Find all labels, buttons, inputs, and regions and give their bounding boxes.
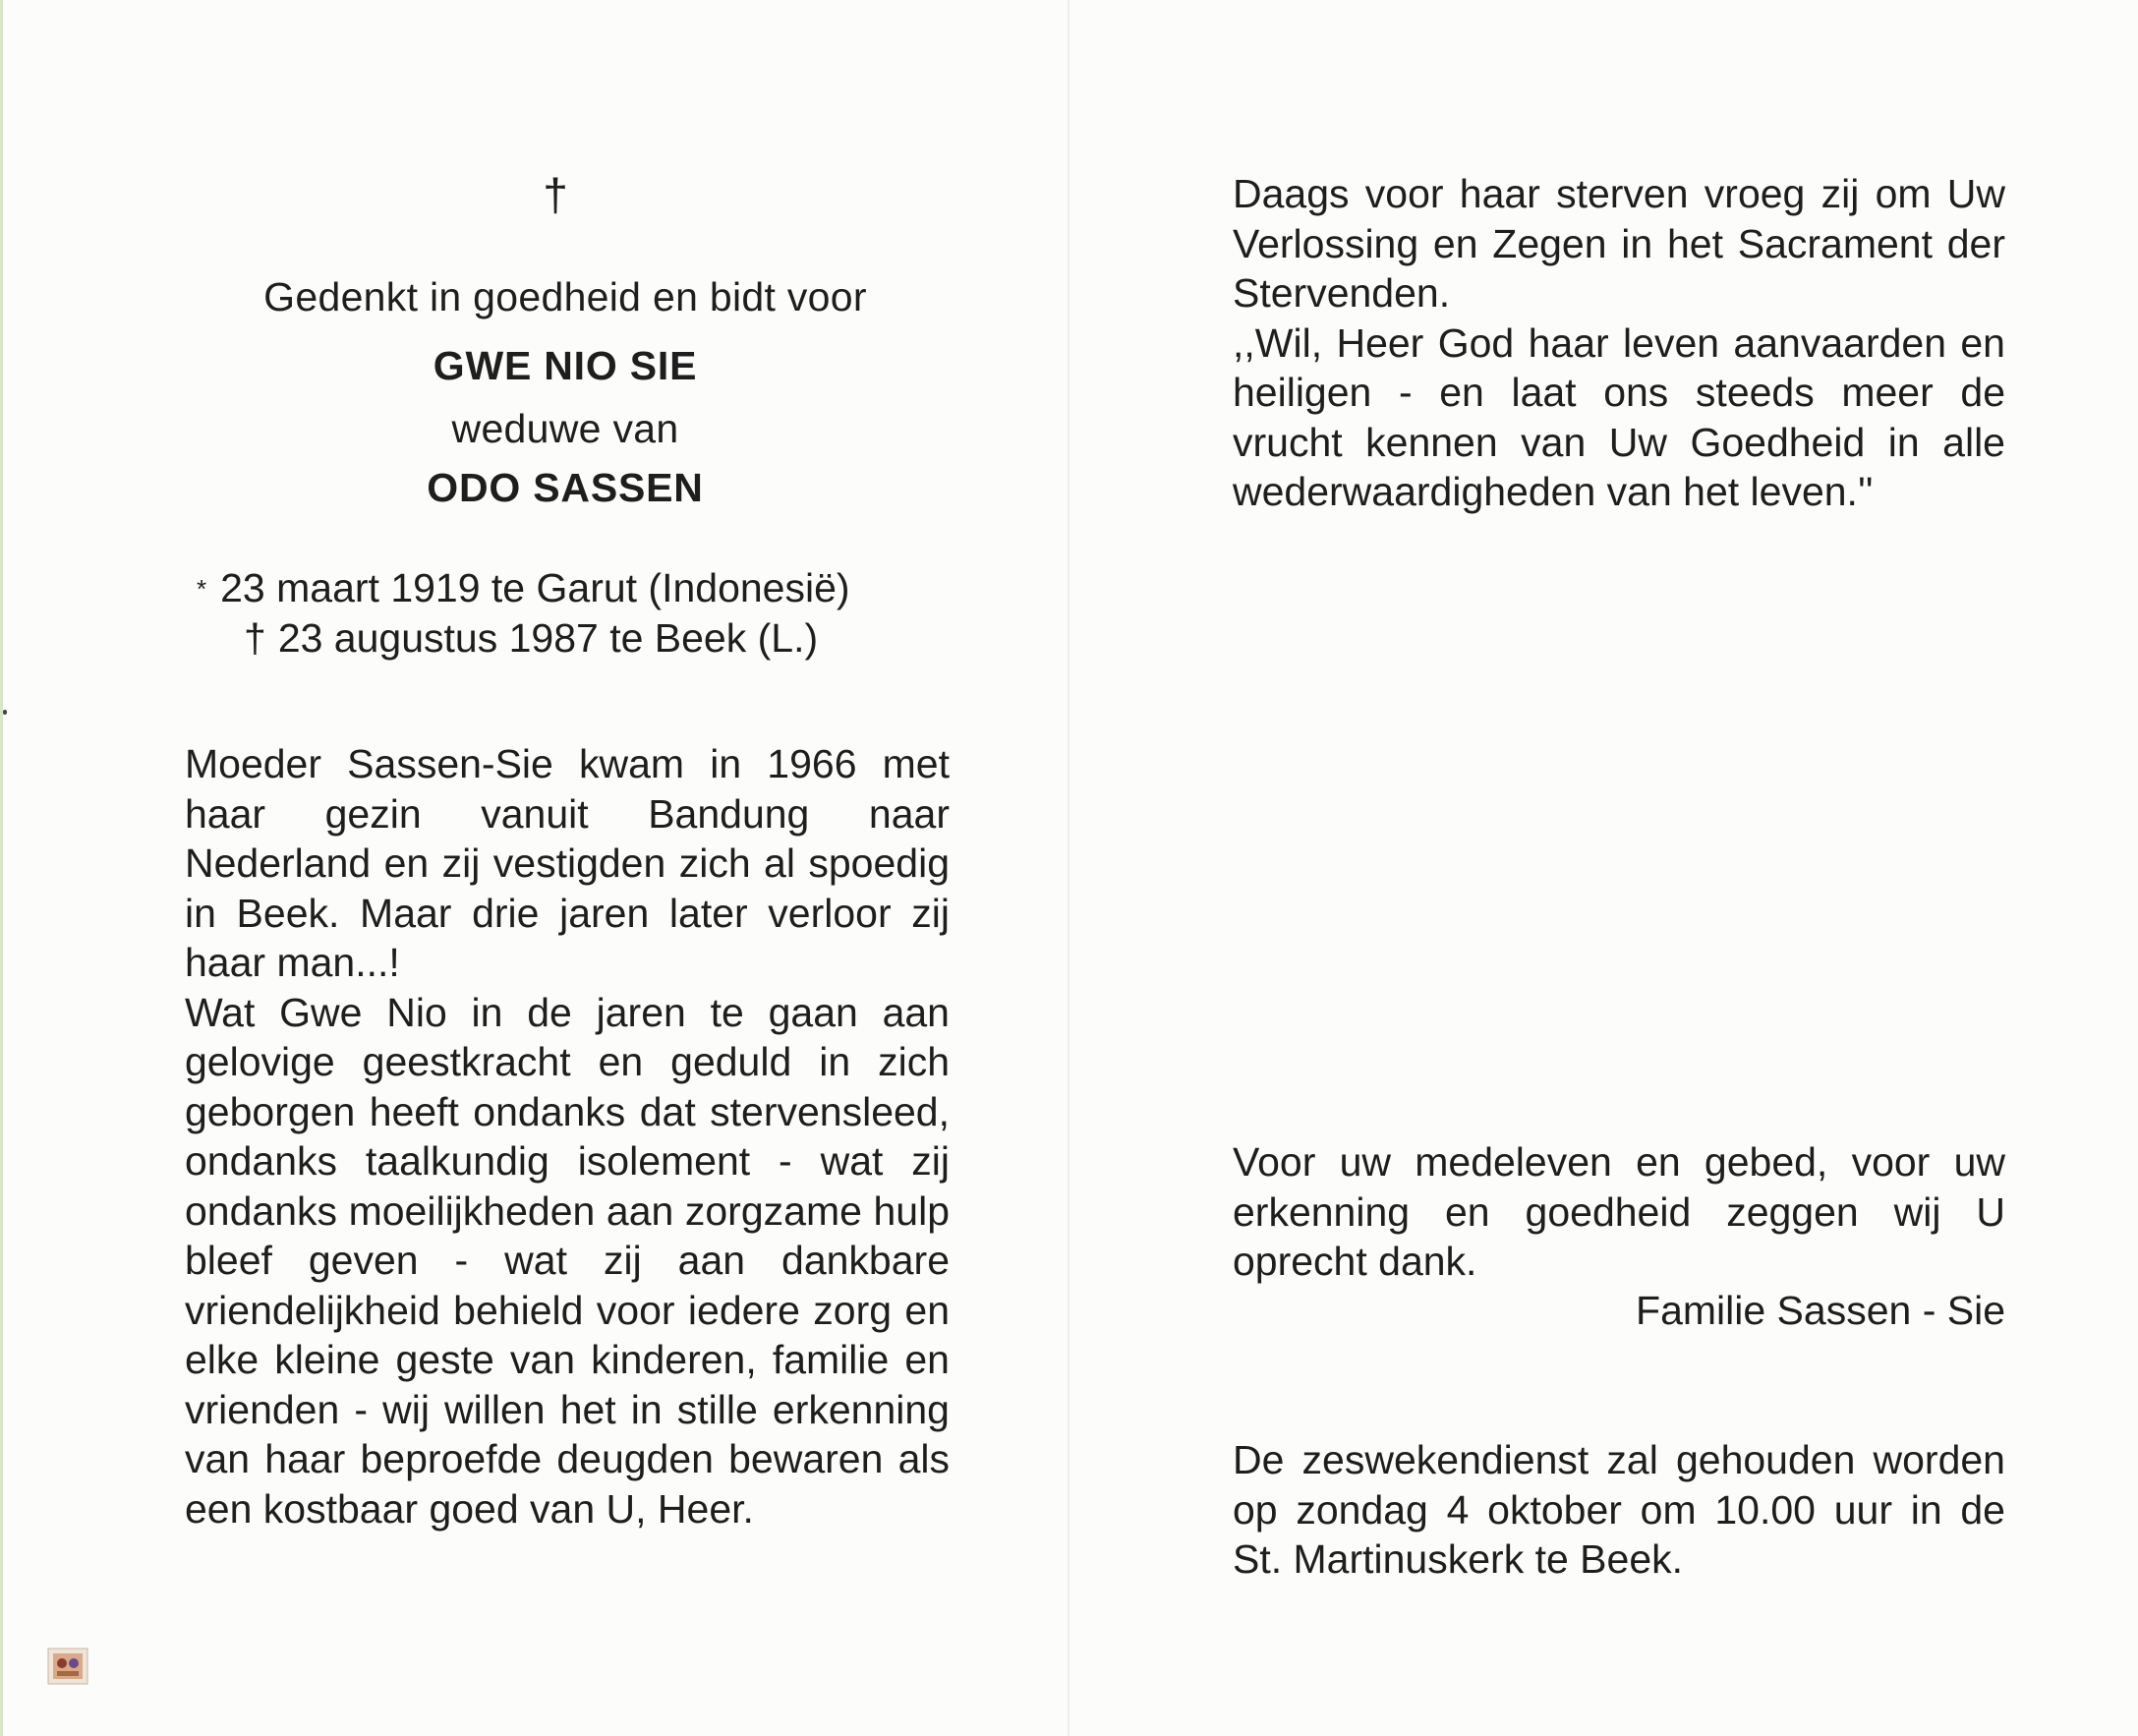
birth-row xyxy=(197,563,850,613)
biography-paragraph-2: Wat Gwe Nio in de jaren te gaan aan gelovige geestkracht en geduld in zich geborgen heeft ondanks dat stervensleed, ondanks taalkundig isolement - wat zij ondanks moeilijkheden aan zorgzame hulp bleef geven - wat zij aan dankbare vriendelijkheid behield voor iedere zorg en elke kleine geste van kinderen, familie en vrienden - wij willen het in stille erkenning van haar beproefde deugden bewaren als een kostbaar goed van U, Heer. xyxy=(185,989,950,1532)
thanks-text xyxy=(1233,1137,2005,1287)
life-dates xyxy=(197,563,850,663)
cross-symbol: † xyxy=(543,169,568,220)
stamp-icon xyxy=(47,1648,88,1685)
birth-star-icon: * xyxy=(197,574,207,604)
thanks-paragraph: Voor uw medeleven en gebed, voor uw erkenning en goedheid zeggen wij U oprecht dank. xyxy=(1233,1139,2005,1284)
birth-date: 23 maart 1919 te Garut (Indonesië) xyxy=(220,565,850,610)
family-signature: Familie Sassen - Sie xyxy=(1636,1288,2005,1333)
paper-speck xyxy=(3,710,7,715)
biography-paragraph-1: Moeder Sassen-Sie kwam in 1966 met haar gezin vanuit Bandung naar Nederland en zij vestigden zich al spoedig in Beek. Maar drie jaren later verloor zij haar man...! xyxy=(185,741,950,985)
death-cross-icon: † xyxy=(244,615,266,661)
sacrament-text: Daags voor haar sterven vroeg zij om Uw Verlossing en Zegen in het Sacrament der Stervenden. xyxy=(1233,171,2005,316)
relation-text: weduwe van xyxy=(451,406,679,451)
deceased-name: GWE NIO SIE xyxy=(433,343,698,388)
prayer-block xyxy=(1233,169,2005,517)
biography xyxy=(185,739,950,1533)
spouse-name: ODO SASSEN xyxy=(427,465,704,510)
intro-text: Gedenkt in goedheid en bidt voor xyxy=(263,274,867,319)
left-panel xyxy=(0,0,1068,1736)
service-paragraph: De zeswekendienst zal gehouden worden op zondag 4 oktober om 10.00 uur in de St. Martinuskerk te Beek. xyxy=(1233,1437,2005,1582)
prayer-text: ,,Wil, Heer God haar leven aanvaarden en heiligen - en laat ons steeds meer de vrucht kennen van Uw Goedheid in alle wederwaardigheden van het leven.'' xyxy=(1233,319,2005,514)
death-date: 23 augustus 1987 te Beek (L.) xyxy=(277,615,819,661)
service-announcement xyxy=(1233,1435,2005,1585)
death-row xyxy=(197,613,850,663)
